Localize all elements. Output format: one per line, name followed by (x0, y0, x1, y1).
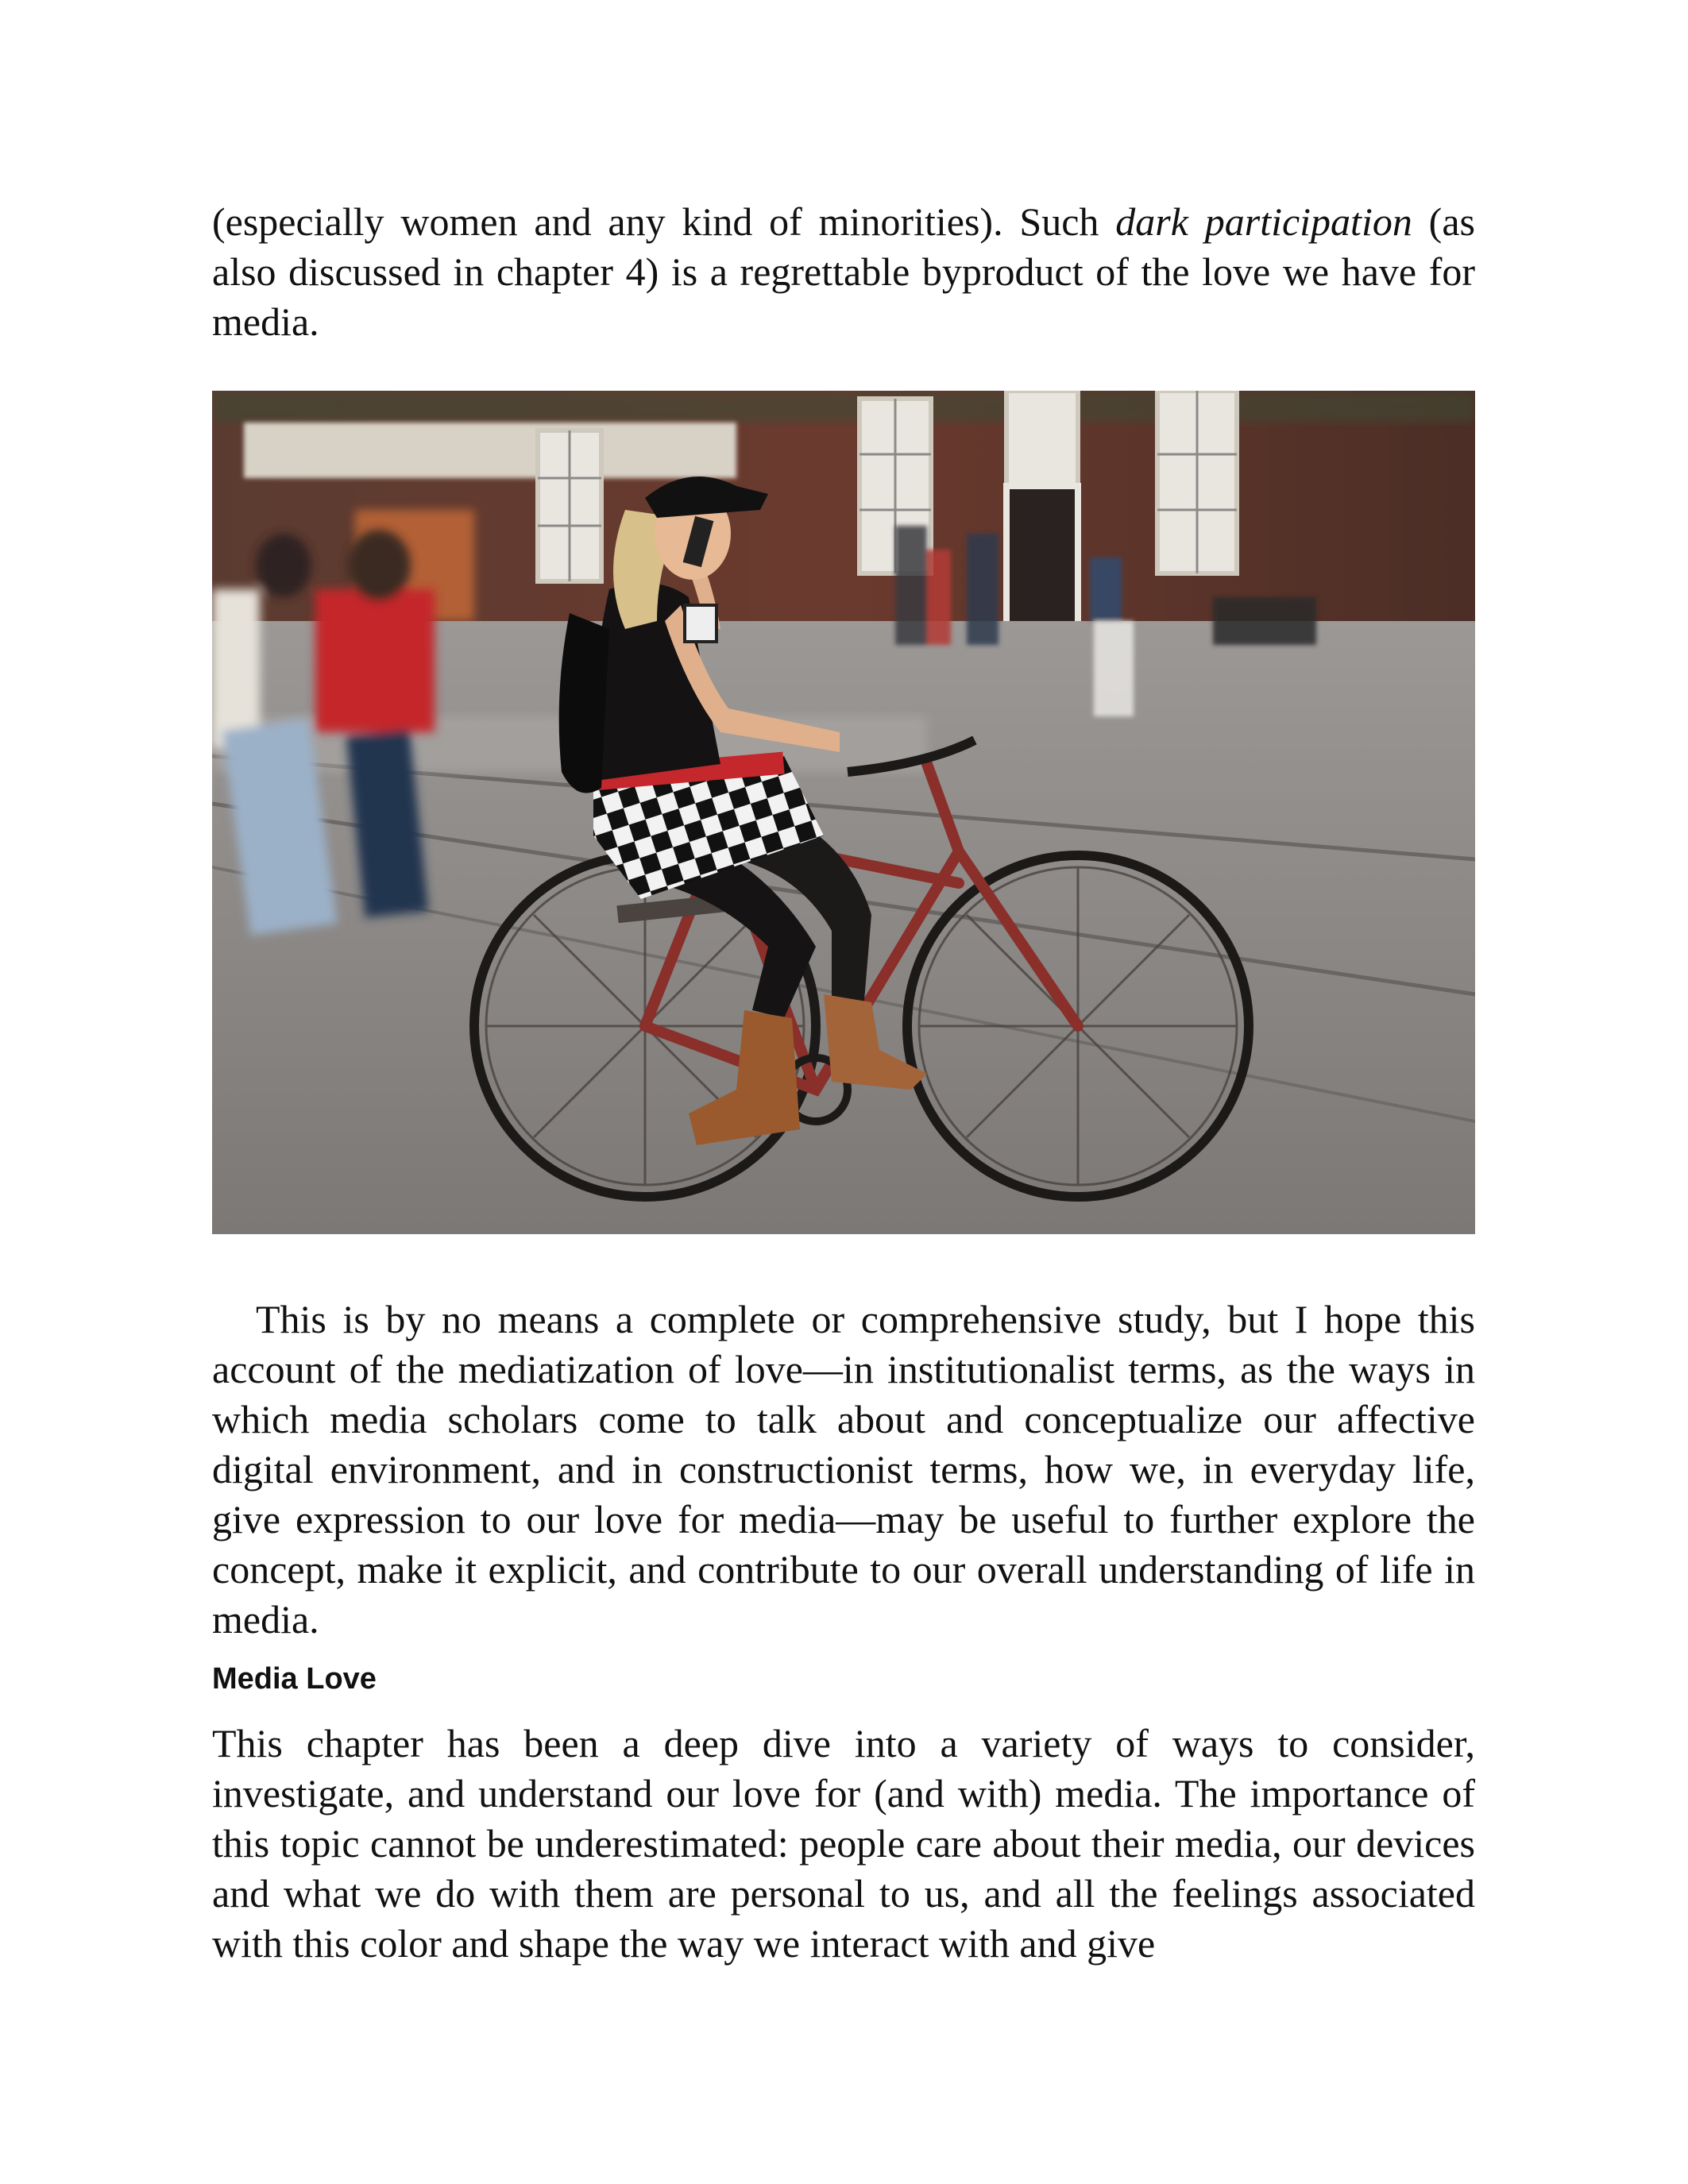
after-photo-section (212, 1295, 1475, 1969)
photo-woman-on-bicycle (212, 391, 1475, 1234)
section-heading: Media Love (212, 1662, 377, 1696)
emphasis-dark-participation: dark participation (1115, 199, 1412, 244)
paragraph-text-continued: (as also discussed in chapter 4) is a regrettable byproduct of the love we have for media. (212, 199, 1475, 344)
paragraph-dark-participation (212, 197, 1475, 347)
paragraph-text: (especially women and any kind of minorities). Such (212, 199, 1116, 244)
photo-illustration (212, 391, 1475, 1234)
page-content (212, 197, 1475, 1969)
paragraph-media-love: This chapter has been a deep dive into a variety of ways to consider, investigate, and understand our love for (and with) media. The importance of this topic cannot be underestimated: people care about their media, our devices and what we do with them are personal to us, and all the feelings associated with this color and shape the way we interact with and give (212, 1721, 1475, 1966)
paragraph-mediatization-of-love: This is by no means a complete or comprehensive study, but I hope this account of the mediatization of love—in institutionalist terms, as the ways in which media scholars come to talk about and conceptualize our affective digital environment, and in constructionist terms, how we, in everyday life, give expression to our love for media—may be useful to further explore the concept, make it explicit, and contribute to our overall understanding of life in media. (212, 1297, 1475, 1642)
